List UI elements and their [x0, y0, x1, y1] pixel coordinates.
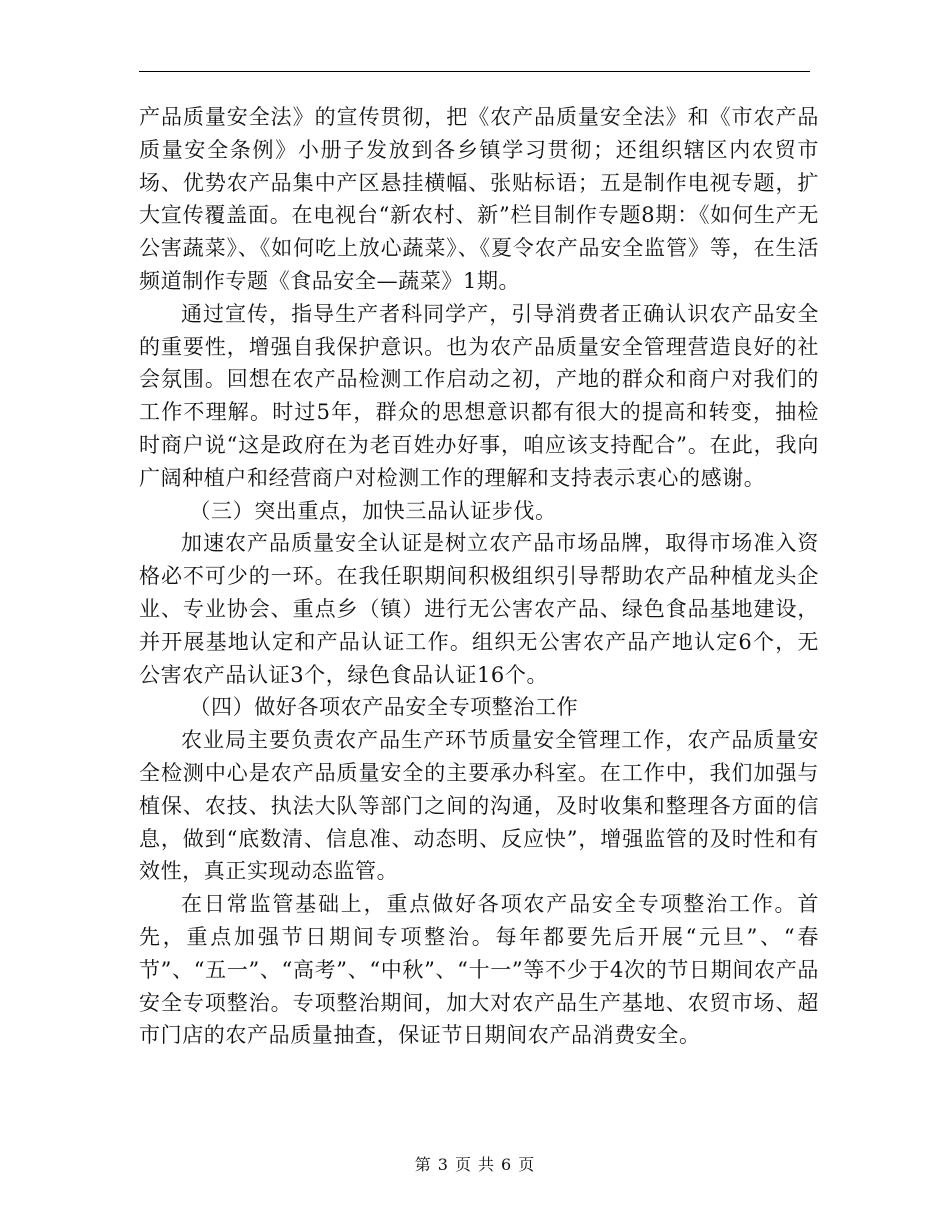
footer-label-ye-2: 页: [518, 1155, 536, 1174]
footer-label-gong: 共: [478, 1155, 496, 1174]
section-heading-3: （三）突出重点，加快三品认证步伐。: [189, 498, 557, 523]
footer-total-pages: 6: [501, 1155, 513, 1174]
paragraph-continued: 产品质量安全法》的宣传贯彻，把《农产品质量安全法》和《市农产品质量安全条例》小册子发放到各乡镇学习贯彻；还组织辖区内农贸市场、优势农产品集中产区悬挂横幅、张贴标语；五是制作电视专题，扩大宣传覆盖面。在电视台“新农村、新”栏目制作专题8期：《如何生产无公害蔬菜》、《如何吃上放心蔬菜》、《夏令农产品安全监管》等，在生活频道制作专题《食品安全—蔬菜》1期。: [139, 105, 819, 293]
paragraph-certification: 加速农产品质量安全认证是树立农产品市场品牌，取得市场准入资格必不可少的一环。在我任职期间积极组织引导帮助农产品种植龙头企业、专业协会、重点乡（镇）进行无公害农产品、绿色食品基地建设，并开展基地认定和产品认证工作。组织无公害农产品产地认定6个，无公害农产品认证3个，绿色食品认证16个。: [139, 531, 819, 687]
footer-label-di: 第: [414, 1155, 432, 1174]
header-rule: [139, 71, 810, 72]
paragraph-publicity-results: 通过宣传，指导生产者科同学产，引导消费者正确认识农产品安全的重要性，增强自我保护意识。也为农产品质量安全管理营造良好的社会氛围。回想在农产品检测工作启动之初，产地的群众和商户对我们的工作不理解。时过5年，群众的思想意识都有很大的提高和转变，抽检时商户说“这是政府在为老百姓办好事，咱应该支持配合”。在此，我向广阔种植户和经营商户对检测工作的理解和支持表示衷心的感谢。: [139, 301, 819, 490]
page-footer: [0, 1152, 950, 1175]
section-heading-4: （四）做好各项农产品安全专项整治工作: [189, 695, 579, 720]
paragraph-supervision: 农业局主要负责农产品生产环节质量安全管理工作，农产品质量安全检测中心是农产品质量安全的主要承办科室。在工作中，我们加强与植保、农技、执法大队等部门之间的沟通，及时收集和整理各方面的信息，做到“底数清、信息准、动态明、反应快”，增强监管的及时性和有效性，真正实现动态监管。: [139, 728, 819, 884]
footer-label-ye: 页: [454, 1155, 472, 1174]
document-body: [139, 101, 819, 1052]
footer-current-page: 3: [437, 1155, 449, 1174]
paragraph-special-rectification: 在日常监管基础上，重点做好各项农产品安全专项整治工作。首先，重点加强节日期间专项整治。每年都要先后开展“元旦”、“春节”、“五一”、“高考”、“中秋”、“十一”等不少于4次的节日期间农产品安全专项整治。专项整治期间，加大对农产品生产基地、农贸市场、超市门店的农产品质量抽查，保证节日期间农产品消费安全。: [139, 892, 819, 1048]
